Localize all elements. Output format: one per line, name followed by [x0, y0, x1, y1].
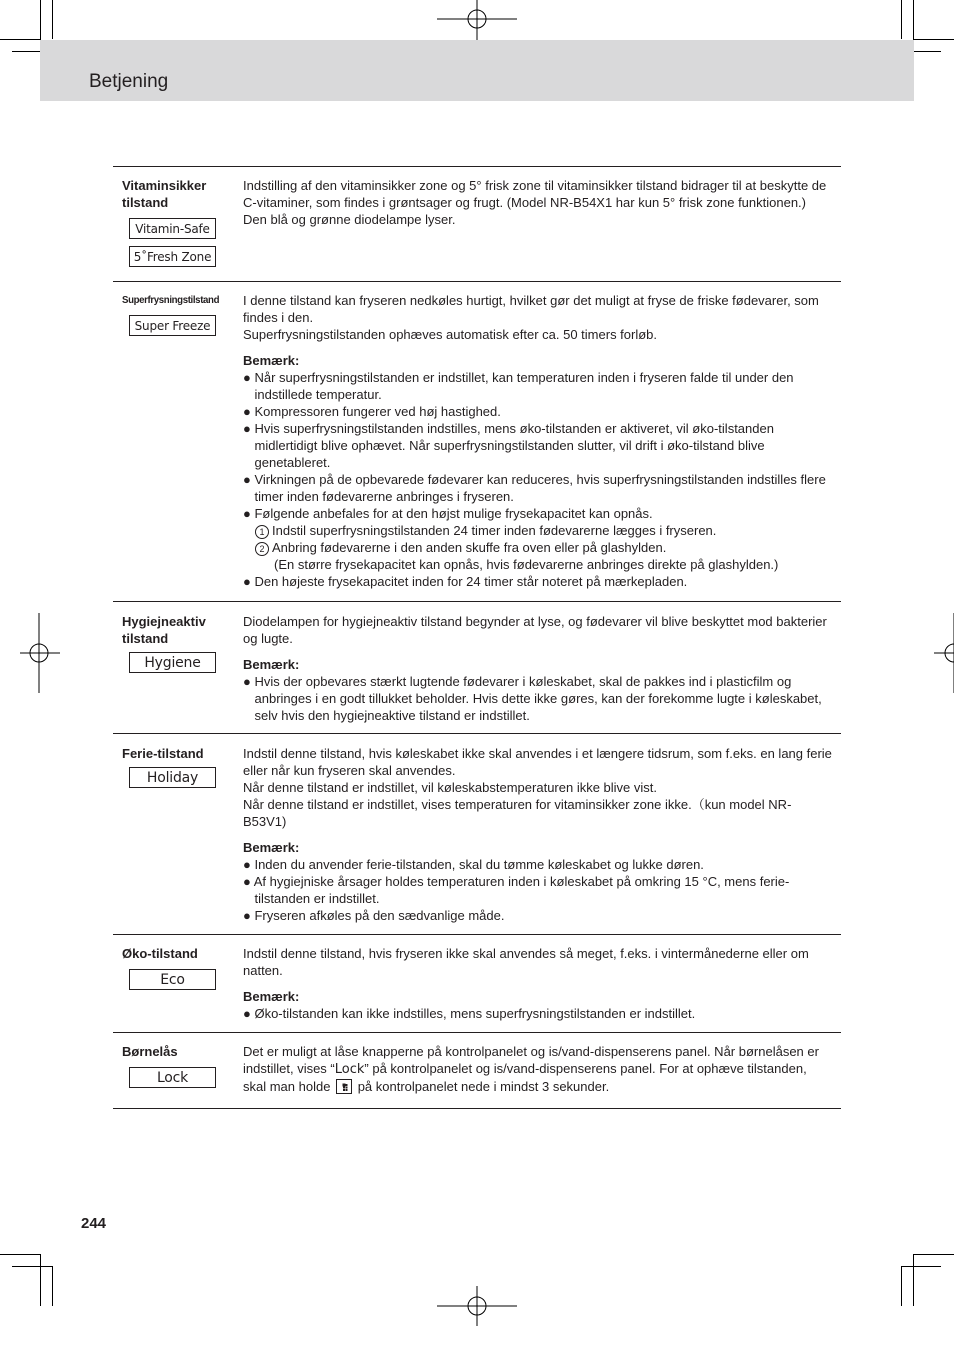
- numbered-step: [243, 522, 833, 539]
- holiday-badge: Holiday: [129, 767, 216, 788]
- note-bullet: ● Når superfrysningstilstanden er indstillet, kan temperaturen inden i fryseren falde til under den indstillede temperatur.: [243, 370, 794, 402]
- hygiene-mode-description: [243, 613, 833, 724]
- text-segment: Det er muligt at låse knapperne på kontrolpanelet og is/vand-dispenserens panel. Når børnelåsen er indstillet, vises “: [243, 1044, 819, 1076]
- crop-mark: [40, 1254, 41, 1306]
- text-segment: ” på kontrolpanelet og is/vand-dispenserens panel. For at ophæve tilstanden, skal man holde: [243, 1061, 807, 1094]
- paragraph: [243, 1043, 833, 1095]
- vitamin-safe-badge: Vitamin-Safe: [129, 218, 216, 239]
- crop-mark: [901, 1266, 941, 1267]
- holiday-mode-label: Ferie-tilstand: [122, 746, 204, 761]
- note-bullet: ● Virkningen på de opbevarede fødevarer kan reduceres, hvis superfrysningstilstanden indstilles flere timer inden fødevarerne anbringes i fryseren.: [243, 472, 826, 504]
- header-band: [40, 40, 914, 101]
- note-title: Bemærk:: [243, 840, 300, 855]
- crop-mark: [12, 1266, 52, 1267]
- crop-mark: [914, 1254, 954, 1255]
- child-lock-description: [243, 1043, 833, 1095]
- note-bullet: ● Hvis der opbevares stærkt lugtende fødevarer i køleskabet, skal de pakkes ind i plasticfilm og anbringes i en godt tillukket beholder. Hvis dette ikke gøres, kan der forekomme lugte i køleskabet, selv hvis den hygiejneaktive tilstand er indstillet.: [243, 674, 822, 723]
- note-bullet: ● Øko-tilstanden kan ikke indstilles, mens superfrysningstilstanden er indstillet.: [243, 1006, 696, 1021]
- eco-badge: Eco: [129, 969, 216, 990]
- paragraph: Indstil denne tilstand, hvis fryseren ikke skal anvendes så meget, f.eks. i vintermånederne eller om natten.: [243, 946, 809, 978]
- paragraph: Indstilling af den vitaminsikker zone og 5° frisk zone til vitaminsikker tilstand bidrager til at beskytte de C-vitaminer, som findes i grøntsager og frugt. (Model NR-B54X1 har kun 5° frisk zone funktionen.) Den blå og grønne diodelampe lyser.: [243, 178, 827, 227]
- paragraph: Indstil denne tilstand, hvis køleskabet ikke skal anvendes i et længere tidsrum, som f.eks. en lang ferie eller når kun fryseren skal anvendes.: [243, 746, 832, 778]
- page-title: Betjening: [89, 71, 169, 92]
- crop-mark: [914, 39, 954, 40]
- step-text: Indstil superfrysningstilstanden 24 timer inden fødevarerne lægges i fryseren.: [272, 523, 717, 538]
- lock-indicator-text: Lock: [334, 1062, 365, 1077]
- hygiene-mode-label: Hygiejneaktiv tilstand: [122, 614, 206, 646]
- note-bullet: ● Den højeste frysekapacitet inden for 24 timer står noteret på mærkepladen.: [243, 574, 688, 589]
- step-number-1: 1: [255, 525, 269, 539]
- lock-badge: Lock: [129, 1067, 216, 1088]
- section-divider: [113, 934, 841, 935]
- paragraph: Diodelampen for hygiejneaktiv tilstand begynder at lyse, og fødevarer vil blive beskyttet mod bakterier og lugte.: [243, 614, 827, 646]
- step-text: Anbring fødevarerne i den anden skuffe fra oven eller på glashylden.: [272, 540, 667, 555]
- note-bullet: ● Inden du anvender ferie-tilstanden, skal du tømme køleskabet og lukke døren.: [243, 857, 704, 872]
- note-bullet: ● Følgende anbefales for at den højst mulige frysekapacitet kan opnås.: [243, 506, 653, 521]
- paragraph: Når denne tilstand er indstillet, vises temperaturen for vitaminsikker zone ikke.（kun model NR-B53V1): [243, 797, 792, 829]
- registration-mark-right: [914, 613, 954, 693]
- note-bullet: ● Af hygiejniske årsager holdes temperaturen inden i køleskabet på omkring 15 °C, mens ferie-tilstanden er indstillet.: [243, 874, 790, 906]
- page-number: 244: [81, 1215, 107, 1232]
- note-title: Bemærk:: [243, 353, 300, 368]
- note-title: Bemærk:: [243, 657, 300, 672]
- eco-mode-description: [243, 945, 833, 1022]
- superfreeze-mode-description: [243, 292, 833, 590]
- holiday-mode-description: [243, 745, 833, 924]
- crop-mark: [901, 1266, 902, 1306]
- crop-mark: [0, 39, 40, 40]
- superfreeze-mode-label: Superfrysningstilstand: [122, 294, 220, 306]
- step-number-2: 2: [255, 542, 269, 556]
- step-note: (En større frysekapacitet kan opnås, hvis fødevarerne anbringes direkte på glashylden.): [274, 557, 779, 572]
- child-lock-label: Børnelås: [122, 1044, 178, 1059]
- numbered-step: [243, 539, 833, 556]
- note-bullet: ● Kompressoren fungerer ved høj hastighed.: [243, 404, 501, 419]
- crop-mark: [0, 1254, 40, 1255]
- fresh-zone-badge: 5˚Fresh Zone: [129, 246, 216, 267]
- registration-mark-bottom: [437, 1266, 517, 1346]
- note-bullet: ● Hvis superfrysningstilstanden indstilles, mens øko-tilstanden er aktiveret, vil øko-tilstanden midlertidigt blive ophævet. Når superfrysningstilstanden slutter, vil drift i øko-tilstand blive genetableret.: [243, 421, 774, 470]
- section-divider: [113, 733, 841, 734]
- note-bullet: ● Fryseren afkøles på den sædvanlige måde.: [243, 908, 505, 923]
- text-segment: på kontrolpanelet nede i mindst 3 sekunder.: [357, 1079, 610, 1094]
- section-divider: [113, 166, 841, 167]
- note-title: Bemærk:: [243, 989, 300, 1004]
- registration-mark-left: [0, 613, 80, 693]
- crop-mark: [52, 1266, 53, 1306]
- section-divider: [113, 1032, 841, 1033]
- vitamin-mode-label: Vitaminsikker tilstand: [122, 178, 207, 210]
- paragraph: I denne tilstand kan fryseren nedkøles hurtigt, hvilket gør det muligt at fryse de friske fødevarer, som findes i den.: [243, 293, 819, 325]
- keypad-icon: [336, 1079, 352, 1094]
- paragraph: Superfrysningstilstanden ophæves automatisk efter ca. 50 timers forløb.: [243, 327, 658, 342]
- paragraph: Når denne tilstand er indstillet, vil køleskabstemperaturen ikke blive vist.: [243, 780, 658, 795]
- crop-mark: [913, 1254, 914, 1306]
- crop-mark: [901, 0, 902, 39]
- hygiene-badge: Hygiene: [129, 652, 216, 673]
- super-freeze-badge: Super Freeze: [129, 315, 216, 336]
- eco-mode-label: Øko-tilstand: [122, 946, 198, 961]
- section-divider: [113, 281, 841, 282]
- crop-mark: [52, 0, 53, 39]
- section-divider: [113, 601, 841, 602]
- section-divider: [113, 1108, 841, 1109]
- vitamin-mode-description: [243, 177, 833, 228]
